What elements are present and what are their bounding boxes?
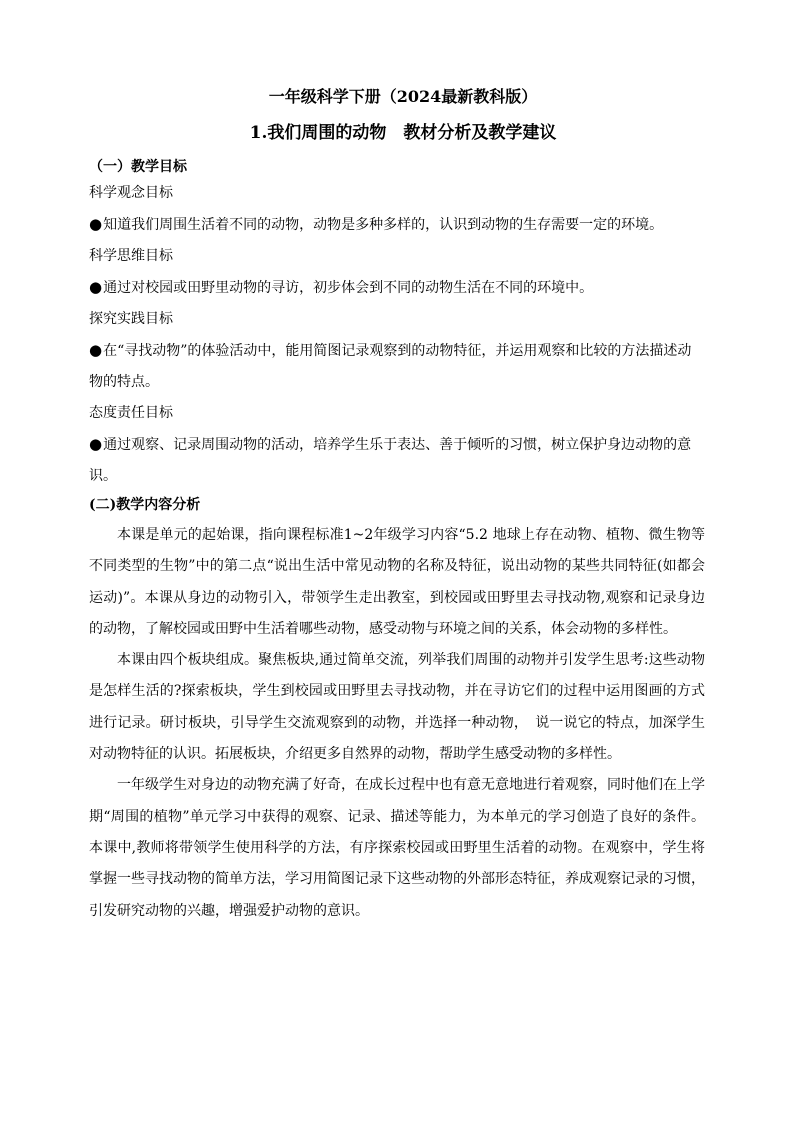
goal-text: 在“寻找动物”的体验活动中，能用简图记录观察到的动物特征，并运用观察和比较的方法描述动物的特点。 (89, 343, 692, 390)
goal-label: 态度责任目标 (89, 405, 173, 421)
goal-block-science-thinking (89, 241, 705, 304)
goal-label: 科学观念目标 (89, 185, 173, 201)
bullet-icon: ● (89, 278, 103, 296)
document-title: 一年级科学下册（2024最新教科版） (268, 87, 538, 106)
bullet-icon: ● (89, 215, 103, 233)
goal-item (89, 335, 705, 398)
goal-item (89, 272, 705, 304)
goal-block-inquiry-practice (89, 304, 705, 398)
bullet-icon: ● (89, 435, 103, 453)
section-heading-teaching-goals: （一）教学目标 (89, 159, 187, 175)
analysis-paragraph: 本课是单元的起始课，指向课程标准1~2年级学习内容“5.2 地球上存在动物、植物、微生物等不同类型的生物”中的第二点“说出生活中常见动物的名称及特征，说出动物的某些共同特征(如都会运动)”。本课从身边的动物引入，带领学生走出教室，到校园或田野里去寻找动物,观察和记录身边的动物，了解校园或田野中生活着哪些动物，感受动物与环境之间的关系，体会动物的多样性。 (89, 527, 705, 637)
goal-item (89, 429, 705, 492)
goal-item (89, 209, 705, 241)
goal-block-science-concept (89, 178, 705, 241)
goal-label: 科学思维目标 (89, 248, 173, 264)
goal-block-attitude-responsibility (89, 398, 705, 492)
analysis-paragraph: 一年级学生对身边的动物充满了好奇，在成长过程中也有意无意地进行着观察，同时他们在上学期“周围的植物”单元学习中获得的观察、记录、描述等能力，为本单元的学习创造了良好的条件。本课中,教师将带领学生使用科学的方法，有序探索校园或田野里生活着的动物。在观察中，学生将掌握一些寻找动物的简单方法，学习用简图记录下这些动物的外部形态特征，养成观察记录的习惯，引发研究动物的兴趣，增强爱护动物的意识。 (89, 777, 705, 919)
document-content (89, 86, 705, 927)
goal-text: 通过对校园或田野里动物的寻访，初步体会到不同的动物生活在不同的环境中。 (103, 280, 594, 296)
document-subtitle: 1.我们周围的动物 教材分析及教学建议 (249, 123, 557, 143)
analysis-paragraph: 本课由四个板块组成。聚焦板块,通过简单交流，列举我们周围的动物并引发学生思考:这些动物是怎样生活的?探索板块，学生到校园或田野里去寻找动物，并在寻访它们的过程中运用图画的方式进行记录。研讨板块，引导学生交流观察到的动物，并选择一种动物， 说一说它的特点，加深学生对动物特征的认识。拓展板块，介绍更多自然界的动物，帮助学生感受动物的多样性。 (89, 652, 705, 763)
goal-text: 知道我们周围生活着不同的动物，动物是多种多样的，认识到动物的生存需要一定的环境。 (103, 217, 664, 233)
goal-label: 探究实践目标 (89, 311, 173, 327)
goal-text: 通过观察、记录周围动物的活动，培养学生乐于表达、善于倾听的习惯，树立保护身边动物的意识。 (89, 437, 692, 484)
section-heading-content-analysis: (二)教学内容分析 (89, 497, 201, 513)
bullet-icon: ● (89, 341, 103, 359)
